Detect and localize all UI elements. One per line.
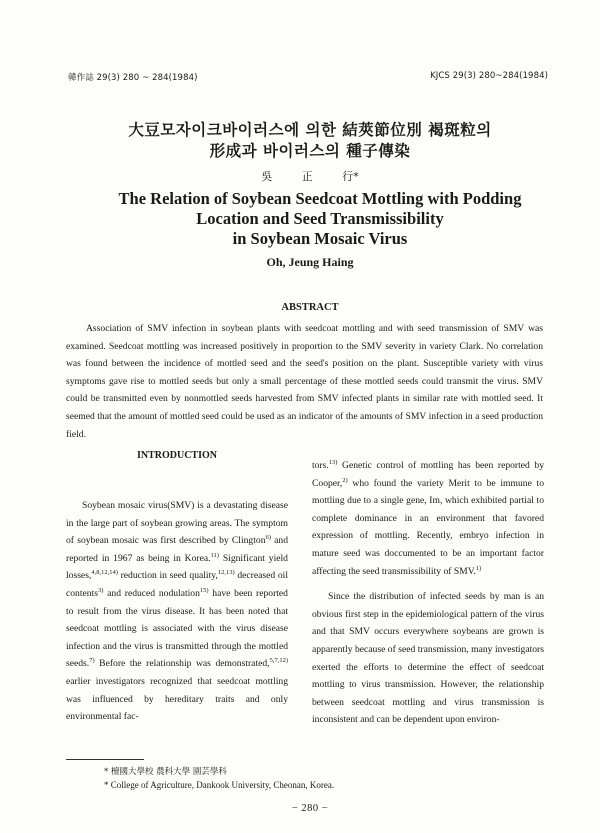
korean-author: 吳 正 行* [261,170,359,183]
footnote-divider [66,759,144,760]
abstract-heading: ABSTRACT [281,302,339,313]
korean-title-line1: 大豆모자이크바이러스에 의한 結莢節位別 褐斑粒의 [128,121,492,139]
korean-title-line2: 形成과 바이러스의 種子傳染 [209,142,411,160]
english-author: Oh, Jeung Haing [266,255,354,269]
page-number: − 280 − [291,803,329,814]
intro-paragraph-2: tors.$^{13)}$ Genetic control of mottling has been reported by Cooper,$^{2)}$ who found the variety Merit to be immune to mottling due to a single gene, Im, which exhibited partial to complete dominance in an environment that favored expression of mottling. Recently, embryo infection in mature seed was doccumented to be an important factor affecting the seed transmissibility of SMV.$^{1)}$ [312,458,544,577]
journal-citation-left: 韓作誌 29(3) 280 ~ 284(1984) [68,73,198,83]
journal-citation-right: KJCS 29(3) 280~284(1984) [430,71,548,81]
footnote-korean-affiliation: * 檀國大學校 農科大學 園芸學科 [104,767,227,777]
english-title-line3: in Soybean Mosaic Virus [232,229,408,248]
abstract-text: Association of SMV infection in soybean plants with seedcoat mottling and with seed transmission of SMV was examined. Seedcoat mottling was increased positively in proportion to the SMV severity in variety Clark. No correlation was found between the incidence of mottled seed and the seed's position on the plant. Susceptible variety with virus symptoms gave rise to mottled seeds but only a small percentage of these mottled seeds could transmit the virus. SMV could be transmitted even by nonmottled seeds harvested from SMV infected plants in similar rate with mottled seed. It seemed that the amount of mottled seed could be used as an indicator of the amounts of SMV infection in a seed production field. [66,323,543,440]
introduction-heading: INTRODUCTION [136,450,217,461]
intro-paragraph-3: Since the distribution of infected seeds by man is an obvious first step in the epidemiological pattern of the virus and that SMV occurs everywhere soybeans are grown is apparently because of seed transmission, many investigators exerted the efforts to determine the effect of seedcoat mottling to virus transmission. However, the relationship between seedcoat mottling and virus transmission is inconsistent and can be dependent upon environ- [312,591,544,726]
english-title-line1: The Relation of Soybean Seedcoat Mottling with Podding [118,189,522,208]
footnote-english-affiliation: * College of Agriculture, Dankook University, Cheonan, Korea. [104,780,335,790]
english-title-line2: Location and Seed Transmissibility [196,209,444,228]
intro-paragraph-1: Soybean mosaic virus(SMV) is a devastating disease in the large part of soybean growing areas. The symptom of soybean mosaic was first described by Clington$^{6)}$ and reported in 1967 as being in Korea.$^{11)}$ Significant yield losses,$^{4,8,12,14)}$ reduction in seed quality,$^{12,13)}$ decreased oil contents$^{3)}$ and reduced nodulation$^{15)}$ have been reported to result from the virus disease. It has been noted that seedcoat mottling is associated with the virus disease infection and the virus is transmitted through the mottled seeds.$^{7)}$ Before the relationship was demonstrated,$^{5,7,12)}$ earlier investigators recognized that seedcoat mottling was influenced by hereditary traits and only environmental fac- [66,500,288,723]
intro-right-column [312,457,544,729]
